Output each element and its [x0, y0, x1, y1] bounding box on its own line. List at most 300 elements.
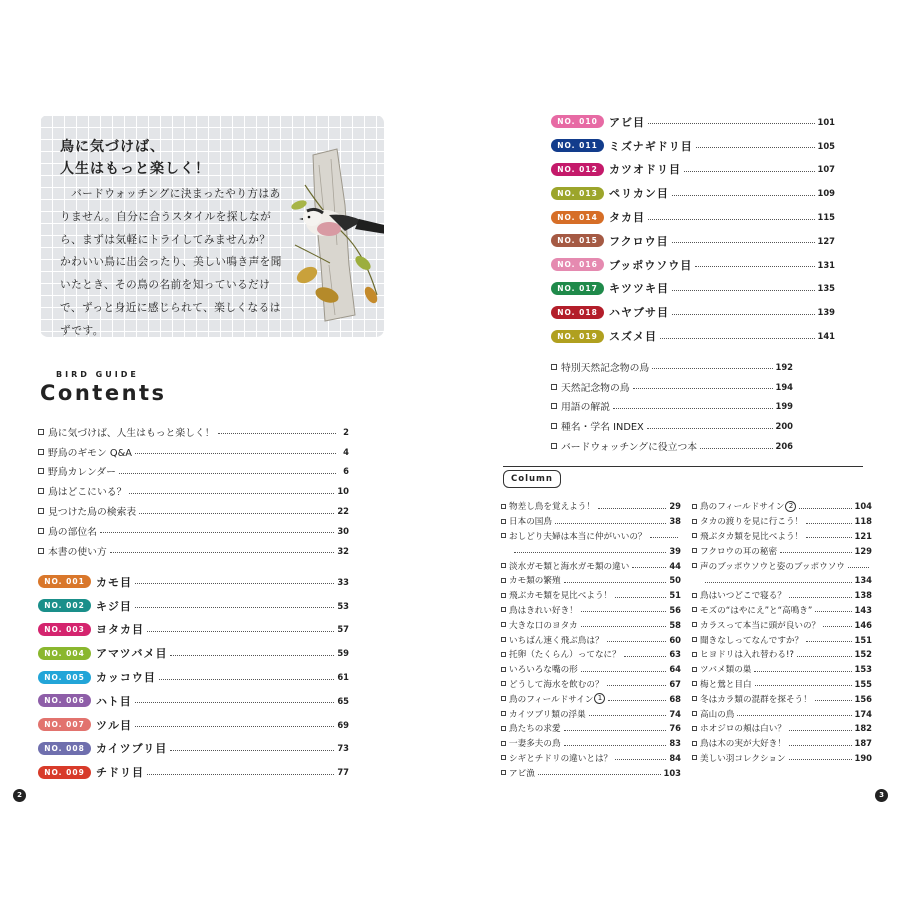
leader-dots — [705, 582, 852, 583]
column-row[interactable] — [692, 558, 872, 573]
leader-dots — [135, 607, 334, 608]
toc-label: 種名・学名 INDEX — [561, 422, 644, 434]
toc-label: バードウォッチングに役立つ本 — [561, 442, 698, 454]
toc-label: 特別天然記念物の鳥 — [561, 362, 650, 374]
toc-page: 200 — [775, 421, 793, 432]
column-row[interactable] — [501, 691, 681, 706]
column-page: 29 — [669, 501, 681, 512]
toc-row[interactable] — [38, 481, 349, 501]
bullet-icon — [551, 443, 557, 449]
column-row[interactable] — [501, 617, 681, 632]
column-row[interactable] — [692, 751, 872, 766]
column-page: 146 — [854, 619, 872, 630]
column-row[interactable] — [501, 706, 681, 721]
leader-dots — [700, 448, 772, 449]
order-row[interactable] — [551, 324, 835, 348]
column-page: 190 — [854, 752, 872, 763]
leader-dots — [754, 671, 851, 672]
order-badge: NO. 001 — [38, 575, 91, 588]
order-row[interactable] — [551, 205, 835, 229]
leader-dots — [100, 532, 334, 533]
order-row[interactable] — [38, 713, 349, 737]
order-row[interactable] — [38, 618, 349, 642]
toc-label: 用語の解説 — [561, 402, 610, 414]
column-row[interactable] — [692, 588, 872, 603]
leader-dots — [110, 552, 335, 553]
column-label: フクロウの耳の秘密 — [700, 546, 778, 557]
column-row[interactable] — [501, 499, 681, 514]
column-page: 187 — [854, 738, 872, 749]
bullet-icon — [501, 696, 506, 701]
toc-page: 10 — [337, 486, 349, 497]
order-page: 65 — [337, 695, 349, 706]
column-page: 68 — [669, 693, 681, 704]
column-page: 155 — [854, 678, 872, 689]
toc-row[interactable] — [38, 462, 349, 482]
leader-dots — [672, 242, 815, 243]
bullet-icon — [692, 741, 697, 746]
column-page: 63 — [669, 649, 681, 660]
leader-dots — [648, 219, 815, 220]
leader-dots — [119, 473, 336, 474]
intro-title — [60, 136, 210, 180]
leader-dots — [672, 314, 815, 315]
column-label: いちばん速く飛ぶ鳥は？ — [509, 635, 604, 646]
intro-box — [40, 115, 384, 337]
bullet-icon — [692, 519, 697, 524]
column-page: 51 — [669, 590, 681, 601]
bullet-icon — [551, 364, 557, 370]
bullet-icon — [692, 681, 697, 686]
leader-dots — [632, 567, 666, 568]
order-name: キツツキ目 — [609, 282, 669, 296]
order-badge: NO. 014 — [551, 211, 604, 224]
column-page: 104 — [854, 501, 872, 512]
order-page: 73 — [337, 743, 349, 754]
leader-dots — [650, 537, 678, 538]
bullet-icon — [692, 563, 697, 568]
bullet-icon — [501, 652, 506, 657]
toc-page: 22 — [337, 506, 349, 517]
order-page: 115 — [817, 212, 835, 223]
orders-left — [38, 570, 349, 784]
order-name: キジ目 — [96, 599, 132, 613]
order-page: 109 — [817, 188, 835, 199]
bullet-icon — [38, 468, 44, 474]
order-name: ヨタカ目 — [96, 623, 144, 637]
leader-dots — [564, 745, 667, 746]
circled-number: 1 — [594, 693, 605, 704]
intro-title-line-1: 鳥に気づけば、 — [60, 139, 165, 155]
toc-page: 6 — [343, 466, 349, 477]
order-badge: NO. 005 — [38, 671, 91, 684]
column-row[interactable] — [501, 632, 681, 647]
column-row[interactable] — [501, 573, 681, 588]
column-label: おしどり夫婦は本当に仲がいいの？ — [509, 531, 647, 542]
column-page: 76 — [669, 723, 681, 734]
order-page: 77 — [337, 767, 349, 778]
leader-dots — [789, 745, 852, 746]
order-page: 69 — [337, 719, 349, 730]
order-name: スズメ目 — [609, 330, 657, 344]
column-label: カモ類の繁殖 — [509, 576, 561, 587]
leader-dots — [789, 759, 852, 760]
toc-page: 30 — [337, 525, 349, 536]
order-page: 53 — [337, 600, 349, 611]
leader-dots — [135, 453, 336, 454]
column-page: 39 — [669, 545, 681, 556]
column-label: いろいろな嘴の形 — [509, 665, 578, 676]
column-row[interactable] — [501, 751, 681, 766]
order-page: 61 — [337, 672, 349, 683]
column-label: 梅と鶯と目白 — [700, 679, 752, 690]
left-toc — [38, 422, 349, 561]
column-label: 冬はカラ類の混群を探そう！ — [700, 694, 812, 705]
order-name: ミズナギドリ目 — [609, 139, 693, 153]
toc-page: 194 — [775, 381, 793, 392]
bullet-icon — [38, 429, 44, 435]
bullet-icon — [38, 488, 44, 494]
column-label: ヒヨドリは入れ替わる!? — [700, 650, 794, 661]
column-row[interactable] — [501, 677, 681, 692]
bullet-icon — [692, 667, 697, 672]
order-row[interactable] — [38, 594, 349, 618]
order-badge: NO. 016 — [551, 258, 604, 271]
leader-dots — [615, 759, 666, 760]
column-label: ツバメ類の巣 — [700, 665, 752, 676]
bird-guide-label: BIRD GUIDE — [56, 370, 139, 379]
toc-label: 野鳥のギモン Q&A — [48, 447, 132, 459]
column-row[interactable] — [692, 573, 872, 588]
leader-dots — [607, 641, 667, 642]
order-row[interactable] — [551, 277, 835, 301]
leader-dots — [135, 583, 334, 584]
toc-label: 見つけた鳥の検索表 — [48, 507, 137, 519]
column-row[interactable] — [501, 721, 681, 736]
bullet-icon — [501, 637, 506, 642]
bullet-icon — [501, 681, 506, 686]
bullet-icon — [501, 770, 506, 775]
order-row[interactable] — [38, 689, 349, 713]
column-page: 103 — [663, 767, 681, 778]
bullet-icon — [692, 652, 697, 657]
column-label: 鳥のフィールドサイン — [509, 694, 594, 705]
column-label: 声のブッポウソウと姿のブッポウソウ — [700, 561, 845, 572]
column-page: 83 — [669, 738, 681, 749]
leader-dots — [170, 655, 334, 656]
order-row[interactable] — [38, 737, 349, 761]
column-row[interactable] — [692, 736, 872, 751]
order-page: 107 — [817, 164, 835, 175]
order-page: 131 — [817, 259, 835, 270]
order-name: カイツブリ目 — [96, 742, 168, 756]
bullet-icon — [551, 403, 557, 409]
bullet-icon — [692, 711, 697, 716]
leader-dots — [581, 626, 667, 627]
order-badge: NO. 002 — [38, 599, 91, 612]
leader-dots — [581, 671, 667, 672]
column-row[interactable] — [692, 514, 872, 529]
order-badge: NO. 003 — [38, 623, 91, 636]
column-row[interactable] — [501, 588, 681, 603]
bullet-icon — [501, 607, 506, 612]
column-row[interactable] — [692, 499, 872, 514]
order-badge: NO. 017 — [551, 282, 604, 295]
column-page: 153 — [854, 664, 872, 675]
page-number-left: 2 — [13, 789, 26, 802]
contents-title: Contents — [40, 381, 167, 405]
bullet-icon — [38, 508, 44, 514]
order-badge: NO. 004 — [38, 647, 91, 660]
bullet-icon — [501, 519, 506, 524]
order-badge: NO. 019 — [551, 330, 604, 343]
column-label: ホオジロの頬は白い？ — [700, 724, 786, 735]
toc-row[interactable] — [38, 521, 349, 541]
leader-dots — [514, 552, 666, 553]
bullet-icon — [38, 548, 44, 554]
orders-right — [551, 110, 835, 348]
leader-dots — [780, 552, 851, 553]
leader-dots — [684, 171, 815, 172]
toc-label: 天然記念物の鳥 — [561, 382, 630, 394]
column-row[interactable] — [692, 543, 872, 558]
bullet-icon — [501, 622, 506, 627]
column-page: 56 — [669, 604, 681, 615]
column-label: シギとチドリの違いとは？ — [509, 753, 613, 764]
column-row[interactable] — [692, 677, 872, 692]
column-page: 129 — [854, 545, 872, 556]
toc-page: 32 — [337, 545, 349, 556]
leader-dots — [696, 147, 815, 148]
order-row[interactable] — [551, 134, 835, 158]
order-badge: NO. 009 — [38, 766, 91, 779]
column-row[interactable] — [692, 691, 872, 706]
column-row[interactable] — [501, 647, 681, 662]
leader-dots — [806, 641, 851, 642]
order-name: アマツバメ目 — [96, 647, 168, 661]
leader-dots — [147, 631, 334, 632]
leader-dots — [648, 123, 815, 124]
column-label: 飛ぶタカ類を見比べよう！ — [700, 531, 804, 542]
toc-label: 本書の使い方 — [48, 546, 107, 558]
bullet-icon — [692, 726, 697, 731]
leader-dots — [633, 388, 773, 389]
order-page: 135 — [817, 283, 835, 294]
leader-dots — [147, 774, 334, 775]
order-row[interactable] — [38, 570, 349, 594]
column-row[interactable] — [501, 529, 681, 544]
toc-row[interactable] — [551, 436, 793, 456]
bullet-icon — [692, 593, 697, 598]
column-row[interactable] — [692, 617, 872, 632]
order-badge: NO. 008 — [38, 742, 91, 755]
column-row[interactable] — [501, 514, 681, 529]
column-page: 143 — [854, 604, 872, 615]
leader-dots — [135, 726, 334, 727]
column-row[interactable] — [501, 765, 681, 780]
toc-page: 206 — [775, 441, 793, 452]
column-row[interactable] — [692, 647, 872, 662]
bullet-icon — [551, 423, 557, 429]
column-label: カラスって本当に頭が良いの？ — [700, 620, 821, 631]
leader-dots — [615, 597, 666, 598]
column-page: 60 — [669, 634, 681, 645]
leader-dots — [170, 750, 334, 751]
column-page: 174 — [854, 708, 872, 719]
column-label: 物差し鳥を覚えよう！ — [509, 502, 595, 513]
bullet-icon — [692, 622, 697, 627]
order-row[interactable] — [38, 641, 349, 665]
leader-dots — [647, 428, 773, 429]
order-page: 33 — [337, 576, 349, 587]
leader-dots — [806, 537, 851, 538]
toc-page: 199 — [775, 401, 793, 412]
toc-row[interactable] — [551, 397, 793, 417]
column-row[interactable] — [692, 662, 872, 677]
order-name: ツル目 — [96, 718, 132, 732]
order-name: カモ目 — [96, 575, 132, 589]
column-label: 飛ぶカモ類を見比べよう！ — [509, 591, 613, 602]
order-name: アビ目 — [609, 115, 645, 129]
bullet-icon — [501, 711, 506, 716]
column-label: 日本の国鳥 — [509, 517, 552, 528]
bullet-icon — [501, 741, 506, 746]
column-page: 74 — [669, 708, 681, 719]
toc-label: 鳥の部位名 — [48, 526, 97, 538]
circled-number: 2 — [785, 501, 796, 512]
toc-row[interactable] — [38, 541, 349, 561]
order-page: 57 — [337, 624, 349, 635]
leader-dots — [823, 626, 851, 627]
order-badge: NO. 011 — [551, 139, 604, 152]
column-page: 67 — [669, 678, 681, 689]
leader-dots — [624, 656, 667, 657]
leader-dots — [538, 774, 661, 775]
leader-dots — [789, 597, 852, 598]
column-row[interactable] — [692, 721, 872, 736]
order-page: 101 — [817, 116, 835, 127]
intro-body: バードウォッチングに決まったやり方はありません。自分に合うスタイルを探しながら、まずは気軽にトライしてみませんか？ かわいい鳥に出会ったり、美しい鳴き声を聞いたとき、その鳥の名前を知っているだけで、ずっと身近に感じられて、楽しくなるはずです。 — [60, 188, 282, 337]
toc-row[interactable] — [38, 422, 349, 442]
leader-dots — [797, 656, 852, 657]
leader-dots — [218, 433, 336, 434]
toc-row[interactable] — [38, 442, 349, 462]
order-row[interactable] — [551, 253, 835, 277]
order-page: 139 — [817, 307, 835, 318]
bullet-icon — [692, 696, 697, 701]
bullet-icon — [692, 504, 697, 509]
order-row[interactable] — [551, 110, 835, 134]
order-page: 141 — [817, 331, 835, 342]
column-row[interactable] — [692, 632, 872, 647]
column-page: 84 — [669, 752, 681, 763]
column-row[interactable] — [501, 662, 681, 677]
order-row[interactable] — [551, 158, 835, 182]
column-page: 50 — [669, 575, 681, 586]
leader-dots — [608, 700, 666, 701]
order-row[interactable] — [551, 229, 835, 253]
column-tab: Column — [503, 470, 561, 488]
toc-row[interactable] — [551, 357, 793, 377]
column-label: 淡水ガモ類と海水ガモ類の違い — [509, 561, 630, 572]
column-label: 鳥のフィールドサイン — [700, 502, 785, 513]
column-label: 鳥はいつどこで寝る？ — [700, 591, 786, 602]
leader-dots — [581, 611, 667, 612]
column-label: どうして海水を飲むの？ — [509, 679, 604, 690]
column-label: タカの渡りを見に行こう！ — [700, 517, 804, 528]
column-row[interactable] — [501, 736, 681, 751]
order-badge: NO. 012 — [551, 163, 604, 176]
leader-dots — [660, 338, 815, 339]
leader-dots — [652, 368, 772, 369]
order-name: ハヤブサ目 — [609, 306, 669, 320]
bullet-icon — [692, 533, 697, 538]
column-left-list — [501, 499, 681, 780]
leader-dots — [613, 408, 773, 409]
toc-row[interactable] — [551, 416, 793, 436]
order-name: フクロウ目 — [609, 234, 669, 248]
order-badge: NO. 013 — [551, 187, 604, 200]
column-row[interactable] — [692, 603, 872, 618]
order-row[interactable] — [551, 300, 835, 324]
column-page: 118 — [854, 516, 872, 527]
intro-title-line-2: 人生はもっと楽しく！ — [60, 161, 210, 177]
leader-dots — [789, 730, 852, 731]
column-row[interactable] — [501, 543, 681, 558]
bullet-icon — [501, 667, 506, 672]
leader-dots — [806, 523, 851, 524]
order-badge: NO. 010 — [551, 115, 604, 128]
page-number-right: 3 — [875, 789, 888, 802]
order-badge: NO. 007 — [38, 718, 91, 731]
leader-dots — [755, 685, 852, 686]
leader-dots — [737, 715, 851, 716]
column-page: 44 — [669, 560, 681, 571]
toc-label: 野鳥カレンダー — [48, 467, 116, 479]
bullet-icon — [38, 449, 44, 455]
column-page: 38 — [669, 516, 681, 527]
column-row[interactable] — [501, 558, 681, 573]
column-row[interactable] — [501, 603, 681, 618]
order-name: ペリカン目 — [609, 187, 669, 201]
column-page: 58 — [669, 619, 681, 630]
column-row[interactable] — [692, 706, 872, 721]
toc-row[interactable] — [551, 377, 793, 397]
order-row[interactable] — [551, 181, 835, 205]
toc-label: 鳥に気づけば、人生はもっと楽しく！ — [48, 427, 215, 439]
leader-dots — [159, 679, 334, 680]
column-page: 151 — [854, 634, 872, 645]
order-row[interactable] — [38, 665, 349, 689]
column-row[interactable] — [692, 529, 872, 544]
toc-row[interactable] — [38, 501, 349, 521]
order-row[interactable] — [38, 760, 349, 784]
column-label: カイツブリ類の浮巣 — [509, 709, 586, 720]
column-page: 152 — [854, 649, 872, 660]
leader-dots — [815, 611, 851, 612]
column-label: 一妻多夫の鳥 — [509, 739, 561, 750]
column-right-list — [692, 499, 872, 765]
bullet-icon — [692, 755, 697, 760]
column-label: 托卵（たくらん）ってなに？ — [509, 650, 621, 661]
leader-dots — [815, 700, 852, 701]
order-name: タカ目 — [609, 211, 645, 225]
column-page: 182 — [854, 723, 872, 734]
leader-dots — [564, 730, 667, 731]
column-label: モズの“はやにえ”と“高鳴き” — [700, 605, 813, 616]
column-label: アビ漁 — [509, 768, 535, 779]
order-name: カツオドリ目 — [609, 163, 681, 177]
